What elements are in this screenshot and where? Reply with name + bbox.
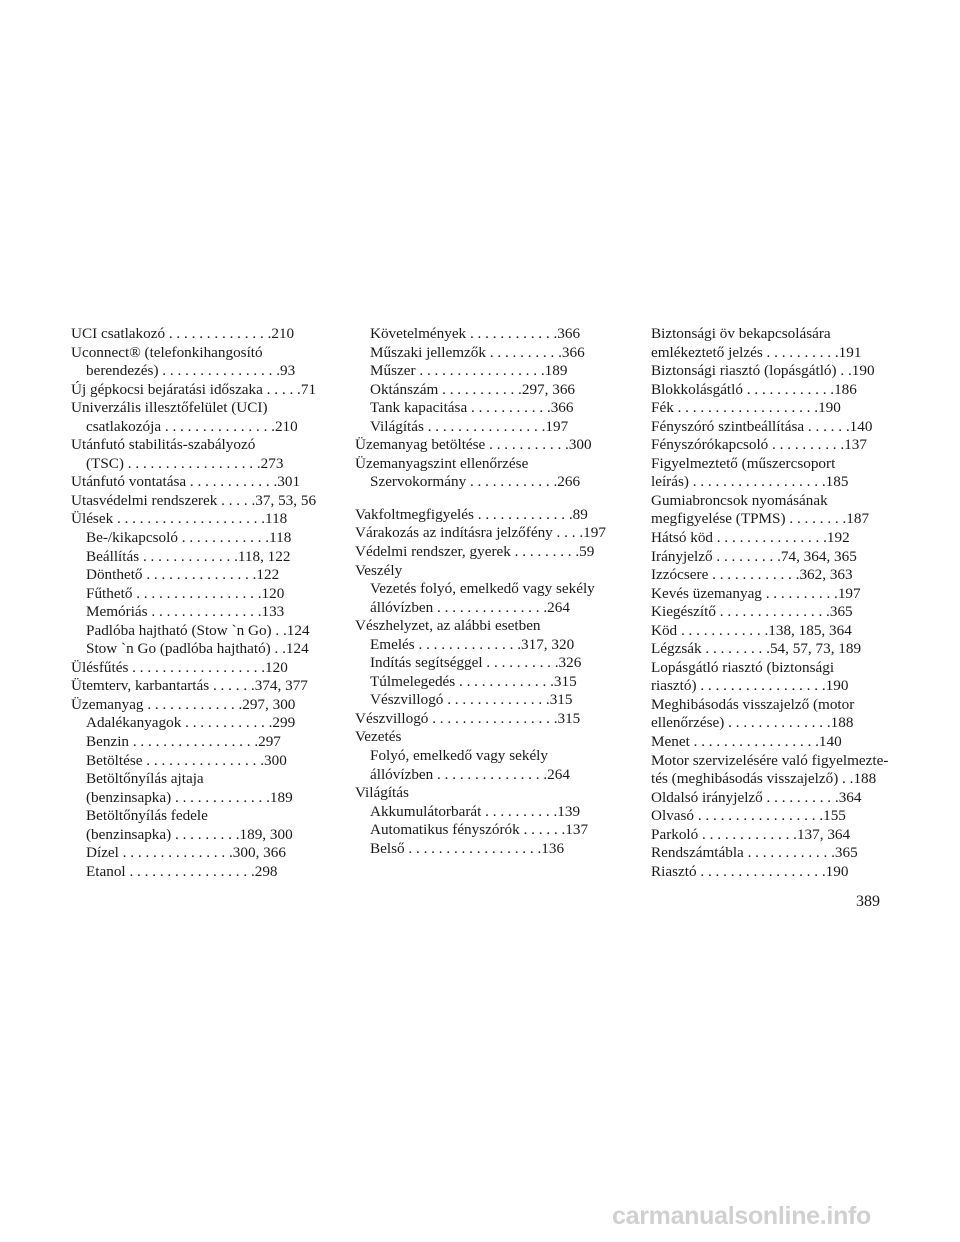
index-entry: Biztonsági riasztó (lopásgátló) . .190 bbox=[651, 362, 875, 380]
index-entry: Betöltőnyílás fedele bbox=[86, 807, 208, 825]
index-entry: Ülések . . . . . . . . . . . . . . . . . . . .118 bbox=[71, 510, 288, 528]
index-entry: Figyelmeztető (műszercsoport bbox=[651, 454, 836, 472]
index-entry: Dízel . . . . . . . . . . . . . . .300, 366 bbox=[86, 844, 286, 862]
index-column-2 bbox=[355, 325, 606, 858]
index-entry: Folyó, emelkedő vagy sekély bbox=[370, 747, 548, 765]
index-entry: Új gépkocsi bejáratási időszaka . . . . .71 bbox=[71, 380, 317, 398]
index-entry: Világítás bbox=[355, 784, 409, 802]
index-entry: Rendszámtábla . . . . . . . . . . . .365 bbox=[651, 844, 858, 862]
index-entry: Ülésfűtés . . . . . . . . . . . . . . . . . .120 bbox=[71, 658, 288, 676]
index-entry: Menet . . . . . . . . . . . . . . . . .140 bbox=[651, 733, 842, 751]
index-entry: Vészvillogó . . . . . . . . . . . . . .315 bbox=[370, 691, 573, 709]
index-entry: Akkumulátorbarát . . . . . . . . . .139 bbox=[370, 802, 581, 820]
index-entry: Védelmi rendszer, gyerek . . . . . . . . .59 bbox=[355, 543, 595, 561]
index-entry: Tank kapacitása . . . . . . . . . . .366 bbox=[370, 399, 574, 417]
index-entry: Műszaki jellemzők . . . . . . . . . .366 bbox=[370, 343, 585, 361]
index-entry: Meghibásodás visszajelző (motor bbox=[651, 695, 855, 713]
index-entry: Indítás segítséggel . . . . . . . . . .326 bbox=[370, 654, 582, 672]
index-entry: Parkoló . . . . . . . . . . . . .137, 364 bbox=[651, 825, 851, 843]
index-entry: Köd . . . . . . . . . . . .138, 185, 364 bbox=[651, 621, 852, 639]
index-entry: Vészhelyzet, az alábbi esetben bbox=[355, 617, 541, 635]
index-entry: Adalékanyagok . . . . . . . . . . . .299 bbox=[86, 714, 296, 732]
index-entry: Motor szervizelésére való figyelmezte- bbox=[651, 751, 889, 769]
index-entry: Fék . . . . . . . . . . . . . . . . . . .190 bbox=[651, 399, 841, 417]
index-entry: tés (meghibásodás visszajelző) . .188 bbox=[651, 770, 877, 788]
index-entry: Vezetés bbox=[355, 728, 402, 746]
index-entry: Műszer . . . . . . . . . . . . . . . . .189 bbox=[370, 362, 568, 380]
index-entry: Benzin . . . . . . . . . . . . . . . . .297 bbox=[86, 733, 281, 751]
index-entry: berendezés) . . . . . . . . . . . . . . . .93 bbox=[86, 362, 296, 380]
index-entry: Stow `n Go (padlóba hajtható) . .124 bbox=[86, 640, 309, 658]
index-entry: riasztó) . . . . . . . . . . . . . . . . .190 bbox=[651, 677, 849, 695]
index-entry: csatlakozója . . . . . . . . . . . . . . .210 bbox=[86, 417, 298, 435]
index-entry: Etanol . . . . . . . . . . . . . . . . .298 bbox=[86, 862, 278, 880]
index-entry: Betöltése . . . . . . . . . . . . . . . .300 bbox=[86, 751, 287, 769]
index-entry: állóvízben . . . . . . . . . . . . . . .264 bbox=[370, 598, 570, 616]
index-entry: Veszély bbox=[355, 561, 403, 579]
index-entry: Irányjelző . . . . . . . . .74, 364, 365 bbox=[651, 547, 857, 565]
index-entry: Utánfutó vontatása . . . . . . . . . . . .301 bbox=[71, 473, 301, 491]
index-entry: (TSC) . . . . . . . . . . . . . . . . . .273 bbox=[86, 454, 284, 472]
index-entry: Fényszóró szintbeállítása . . . . . .140 bbox=[651, 417, 873, 435]
index-entry: Belső . . . . . . . . . . . . . . . . . .136 bbox=[370, 839, 565, 857]
index-entry: Be-/kikapcsoló . . . . . . . . . . . .118 bbox=[86, 529, 292, 547]
index-entry: Univerzális illesztőfelület (UCI) bbox=[71, 399, 268, 417]
index-entry: Izzócsere . . . . . . . . . . . .362, 363 bbox=[651, 566, 853, 584]
index-entry: Szervokormány . . . . . . . . . . . .266 bbox=[370, 473, 581, 491]
index-entry: Blokkolásgátló . . . . . . . . . . . .186 bbox=[651, 380, 857, 398]
index-entry: ellenőrzése) . . . . . . . . . . . . . .188 bbox=[651, 714, 854, 732]
index-entry: leírás) . . . . . . . . . . . . . . . . . .185 bbox=[651, 473, 849, 491]
index-entry: Vészvillogó . . . . . . . . . . . . . . . . .315 bbox=[355, 709, 581, 727]
index-entry: (benzinsapka) . . . . . . . . . . . . .189 bbox=[86, 788, 293, 806]
index-entry: Üzemanyagszint ellenőrzése bbox=[355, 454, 529, 472]
index-column-1 bbox=[71, 325, 319, 881]
index-entry: Lopásgátló riasztó (biztonsági bbox=[651, 658, 835, 676]
index-entry: Légzsák . . . . . . . . .54, 57, 73, 189 bbox=[651, 640, 862, 658]
index-entry: Automatikus fényszórók . . . . . .137 bbox=[370, 821, 589, 839]
index-entry: Várakozás az indításra jelzőfény . . . .197 bbox=[355, 524, 606, 542]
index-entry: Riasztó . . . . . . . . . . . . . . . . .190 bbox=[651, 862, 849, 880]
index-entry: Vezetés folyó, emelkedő vagy sekély bbox=[370, 580, 595, 598]
index-entry: Kevés üzemanyag . . . . . . . . . .197 bbox=[651, 584, 861, 602]
index-entry: Oldalsó irányjelző . . . . . . . . . .364 bbox=[651, 788, 862, 806]
index-entry: emlékeztető jelzés . . . . . . . . . .191 bbox=[651, 343, 862, 361]
index-entry: Padlóba hajtható (Stow `n Go) . .124 bbox=[86, 621, 310, 639]
index-entry: Világítás . . . . . . . . . . . . . . . .197 bbox=[370, 417, 569, 435]
index-entry: Üzemanyag . . . . . . . . . . . . .297, 300 bbox=[71, 695, 296, 713]
index-entry: Követelmények . . . . . . . . . . . .366 bbox=[370, 325, 581, 342]
index-entry: Beállítás . . . . . . . . . . . . .118, 122 bbox=[86, 547, 291, 565]
index-entry: Túlmelegedés . . . . . . . . . . . . .315 bbox=[370, 672, 577, 690]
index-entry: Kiegészítő . . . . . . . . . . . . . . .365 bbox=[651, 603, 853, 621]
index-column-3 bbox=[651, 325, 887, 881]
index-entry: Betöltőnyílás ajtaja bbox=[86, 770, 204, 788]
index-entry: Olvasó . . . . . . . . . . . . . . . . .155 bbox=[651, 807, 846, 825]
index-entry: Vakfoltmegfigyelés . . . . . . . . . . . . .89 bbox=[355, 505, 588, 523]
index-gap bbox=[355, 492, 603, 506]
index-entry: állóvízben . . . . . . . . . . . . . . .264 bbox=[370, 765, 570, 783]
index-entry: UCI csatlakozó . . . . . . . . . . . . . .210 bbox=[71, 325, 295, 342]
index-entry: Utasvédelmi rendszerek . . . . .37, 53, 56 bbox=[71, 491, 317, 509]
index-entry: Ütemterv, karbantartás . . . . . .374, 377 bbox=[71, 677, 308, 695]
index-entry: Emelés . . . . . . . . . . . . . .317, 320 bbox=[370, 635, 575, 653]
index-entry: Hátsó köd . . . . . . . . . . . . . . .192 bbox=[651, 529, 850, 547]
index-entry: Memóriás . . . . . . . . . . . . . . .133 bbox=[86, 603, 285, 621]
index-entry: Uconnect® (telefonkihangosító bbox=[71, 343, 263, 361]
index-entry: Üzemanyag betöltése . . . . . . . . . . .300 bbox=[355, 436, 592, 454]
index-entry: megfigyelése (TPMS) . . . . . . . .187 bbox=[651, 510, 870, 528]
watermark: carmanualsonline.info bbox=[612, 1202, 872, 1230]
index-entry: Biztonsági öv bekapcsolására bbox=[651, 325, 831, 342]
index-entry: Fűthető . . . . . . . . . . . . . . . . .120 bbox=[86, 584, 285, 602]
index-entry: Oktánszám . . . . . . . . . . .297, 366 bbox=[370, 380, 576, 398]
index-entry: Utánfutó stabilitás-szabályozó bbox=[71, 436, 256, 454]
index-entry: (benzinsapka) . . . . . . . . .189, 300 bbox=[86, 825, 293, 843]
page-number: 389 bbox=[856, 893, 880, 910]
index-entry: Fényszórókapcsoló . . . . . . . . . .137 bbox=[651, 436, 867, 454]
index-entry: Dönthető . . . . . . . . . . . . . . .122 bbox=[86, 566, 280, 584]
index-entry: Gumiabroncsok nyomásának bbox=[651, 491, 828, 509]
